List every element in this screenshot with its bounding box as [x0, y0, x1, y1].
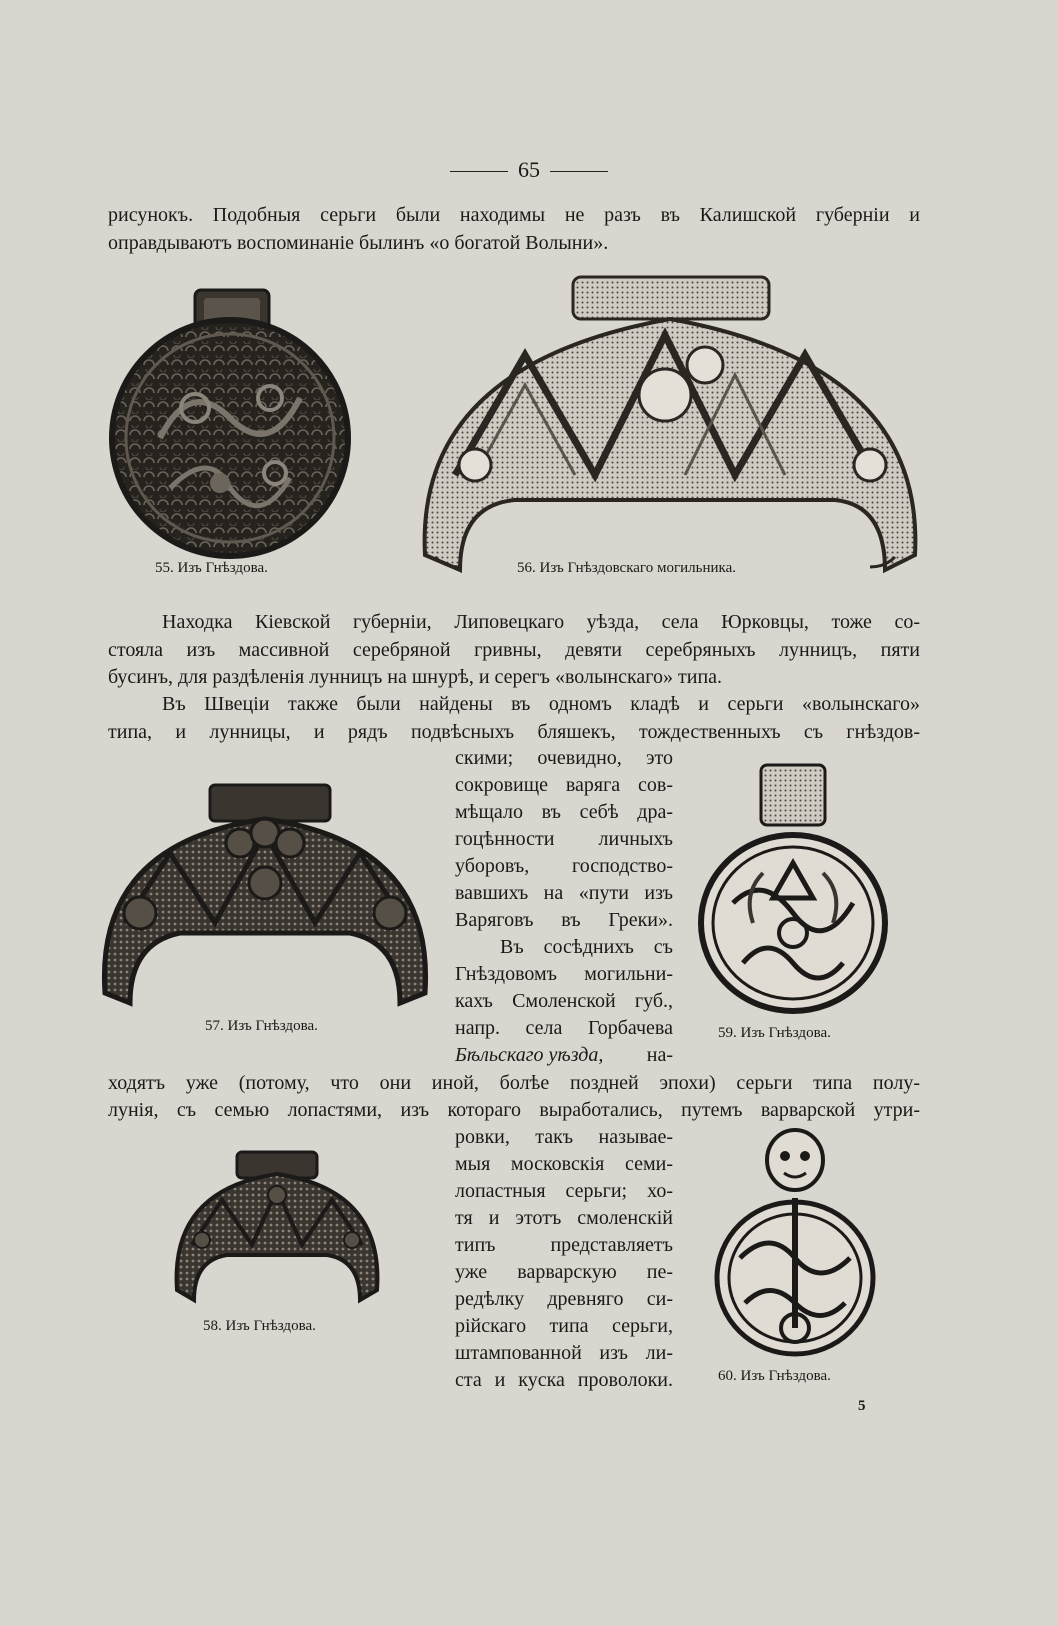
figure-caption: 60. Изъ Гнѣздова.	[718, 1368, 831, 1384]
lunula-pendant-icon	[415, 275, 925, 585]
text-line: штампованной изъ ли-	[455, 1342, 673, 1364]
figure-pendant-icon	[710, 1128, 880, 1358]
text-line: оправдываютъ воспоминаніе былинъ «о богатой Волыни».	[108, 232, 609, 254]
text-line: сокровище варяга сов-	[455, 774, 673, 796]
text-line: типа, и лунницы, и рядъ подвѣсныхъ бляшекъ, тождественныхъ съ гнѣздов-	[108, 721, 920, 743]
text-line: Въ сосѣднихъ съ	[500, 936, 673, 958]
text-line: ста и куска проволоки.	[455, 1369, 673, 1391]
text-line: уборовъ, господство-	[455, 855, 673, 877]
text-line: ходятъ уже (потому, что они иной, болѣе поздней эпохи) серьги типа полу-	[108, 1072, 920, 1094]
figure-caption: 57. Изъ Гнѣздова.	[205, 1018, 318, 1034]
text-line: Гнѣздовомъ могильни-	[455, 963, 673, 985]
text-line: типъ представляетъ	[455, 1234, 673, 1256]
text-line: мѣщало въ себѣ дра-	[455, 801, 673, 823]
page-header	[0, 157, 1058, 183]
text-line: гоцѣнности личныхъ	[455, 828, 673, 850]
header-rule-left	[450, 171, 508, 172]
text-line: бусинъ, для раздѣленія лунницъ на шнурѣ, и серегъ «волынскаго» типа.	[108, 666, 723, 688]
text-fragment: на-	[646, 1044, 673, 1066]
text-line: мыя московскія семи-	[455, 1153, 673, 1175]
text-line: лопастныя серьги; хо-	[455, 1180, 673, 1202]
text-line: ровки, такъ называе-	[455, 1126, 673, 1148]
text-line: вавшихъ на «пути изъ	[455, 882, 673, 904]
text-line: уже варварскую пе-	[455, 1261, 673, 1283]
figure-caption: 58. Изъ Гнѣздова.	[203, 1318, 316, 1334]
header-rule-right	[550, 171, 608, 172]
text-line: рисунокъ. Подобныя серьги были находимы не разъ въ Калишской губерніи и	[108, 204, 920, 226]
lunula-pendant-icon	[172, 1150, 382, 1310]
figure-caption: 56. Изъ Гнѣздовскаго могильника.	[517, 560, 736, 576]
text-line: лунія, съ семью лопастями, изъ котораго выработались, путемъ варварской утри-	[108, 1099, 920, 1121]
text-line: скими; очевидно, это	[455, 747, 673, 769]
figure-caption: 55. Изъ Гнѣздова.	[155, 560, 268, 576]
text-line	[455, 1042, 673, 1068]
text-line: кахъ Смоленской губ.,	[455, 990, 673, 1012]
lunula-pendant-icon	[100, 783, 430, 1013]
text-line: тя и этотъ смоленскій	[455, 1207, 673, 1229]
signature-mark: 5	[858, 1398, 866, 1414]
text-line: стояла изъ массивной серебряной гривны, девяти серебряныхъ лунницъ, пяти	[108, 639, 920, 661]
text-line: рійскаго типа серьги,	[455, 1315, 673, 1337]
text-line: Варяговъ въ Греки».	[455, 909, 673, 931]
text-line: напр. села Горбачева	[455, 1017, 673, 1039]
text-line: Находка Кіевской губерніи, Липовецкаго уѣзда, села Юрковцы, тоже со-	[162, 611, 920, 633]
italic-place-name: Бѣльскаго уѣзда,	[455, 1044, 604, 1066]
text-line: Въ Швеціи также были найдены въ одномъ кладѣ и серьги «волынскаго»	[162, 693, 920, 715]
page-number: 65	[518, 157, 540, 182]
round-pendant-icon	[100, 288, 360, 548]
round-pendant-icon	[693, 763, 893, 1013]
figure-caption: 59. Изъ Гнѣздова.	[718, 1025, 831, 1041]
text-line: редѣлку древняго си-	[455, 1288, 673, 1310]
